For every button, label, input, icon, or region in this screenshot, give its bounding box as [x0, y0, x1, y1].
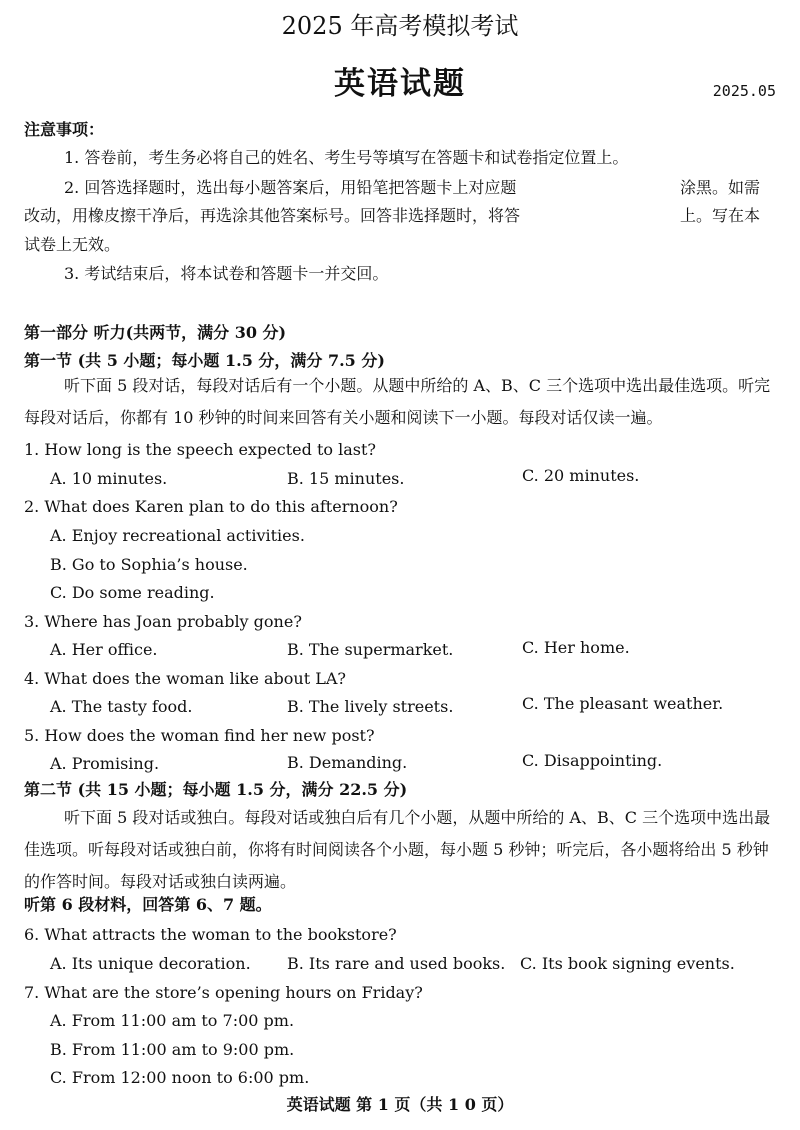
notes-heading: 注意事项： — [24, 120, 105, 139]
question-7-option-b: B. From 11:00 am to 9:00 pm. — [50, 1040, 295, 1059]
question-6-option-a: A. Its unique decoration. — [50, 954, 251, 973]
question-6-option-c: C. Its book signing events. — [520, 954, 735, 973]
notes-item-3: 3. 考试结束后，将本试卷和答题卡一并交回。 — [64, 264, 389, 283]
notes-item-2-line2-end: 上。写在本 — [680, 206, 761, 225]
question-7-stem: 7. What are the store’s opening hours on Friday? — [24, 983, 423, 1002]
question-3-option-a: A. Her office. — [50, 640, 158, 659]
question-4-stem: 4. What does the woman like about LA? — [24, 669, 346, 688]
exam-date: 2025.05 — [712, 82, 776, 100]
question-7-option-c: C. From 12:00 noon to 6:00 pm. — [50, 1068, 310, 1087]
notes-item-1: 1. 答卷前，考生务必将自己的姓名、考生号等填写在答题卡和试卷指定位置上。 — [64, 148, 629, 167]
material-6-note: 听第 6 段材料，回答第 6、7 题。 — [24, 895, 272, 914]
question-7-option-a: A. From 11:00 am to 7:00 pm. — [50, 1011, 295, 1030]
question-5-stem: 5. How does the woman find her new post? — [24, 726, 375, 745]
question-3-stem: 3. Where has Joan probably gone? — [24, 612, 302, 631]
question-5-option-a: A. Promising. — [50, 754, 160, 773]
notes-item-2-line1-end: 涂黑。如需 — [680, 178, 761, 197]
section2-heading: 第二节 (共 15 小题；每小题 1.5 分，满分 22.5 分) — [24, 780, 408, 799]
question-3-option-c: C. Her home. — [522, 638, 630, 657]
section1-heading: 第一节 (共 5 小题；每小题 1.5 分，满分 7.5 分) — [24, 351, 385, 370]
question-5-option-b: B. Demanding. — [287, 753, 408, 772]
notes-item-2-line1: 2. 回答选择题时，选出每小题答案后，用铅笔把答题卡上对应题 — [64, 178, 517, 197]
subject-title: 英语试题 — [334, 66, 466, 102]
question-6-stem: 6. What attracts the woman to the bookstore? — [24, 925, 397, 944]
question-5-option-c: C. Disappointing. — [522, 751, 663, 770]
question-3-option-b: B. The supermarket. — [287, 640, 454, 659]
question-4-option-c: C. The pleasant weather. — [522, 694, 724, 713]
question-6-option-b: B. Its rare and used books. — [287, 954, 506, 973]
part1-heading: 第一部分 听力(共两节，满分 30 分) — [24, 323, 287, 342]
notes-item-2-line3: 试卷上无效。 — [24, 235, 121, 254]
question-2-option-c: C. Do some reading. — [50, 583, 215, 602]
question-2-stem: 2. What does Karen plan to do this afternoon? — [24, 497, 398, 516]
question-1-option-c: C. 20 minutes. — [522, 466, 640, 485]
question-1-option-b: B. 15 minutes. — [287, 469, 405, 488]
question-2-option-b: B. Go to Sophia’s house. — [50, 555, 248, 574]
notes-item-2-line2: 改动，用橡皮擦干净后，再选涂其他答案标号。回答非选择题时，将答 — [24, 206, 521, 225]
exam-title: 2025 年高考模拟考试 — [281, 12, 519, 40]
page-footer: 英语试题 第 1 页（共 1 0 页） — [286, 1095, 514, 1114]
section1-instructions: 听下面 5 段对话，每段对话后有一个小题。从题中所给的 A、B、C 三个选项中选出最佳选项。听完每段对话后，你都有 10 秒钟的时间来回答有关小题和阅读下一小题。每段对话仅读一遍。 — [24, 376, 771, 427]
question-2-option-a: A. Enjoy recreational activities. — [50, 526, 305, 545]
section2-instructions: 听下面 5 段对话或独白。每段对话或独白后有几个小题，从题中所给的 A、B、C 三个选项中选出最佳选项。听每段对话或独白前，你将有时间阅读各个小题，每小题 5 秒钟；听完后，各小题将给出 5 秒钟的作答时间。每段对话或独白读两遍。 — [24, 808, 771, 891]
question-4-option-b: B. The lively streets. — [287, 697, 454, 716]
question-1-stem: 1. How long is the speech expected to last? — [24, 440, 376, 459]
question-4-option-a: A. The tasty food. — [50, 697, 193, 716]
question-1-option-a: A. 10 minutes. — [50, 469, 168, 488]
